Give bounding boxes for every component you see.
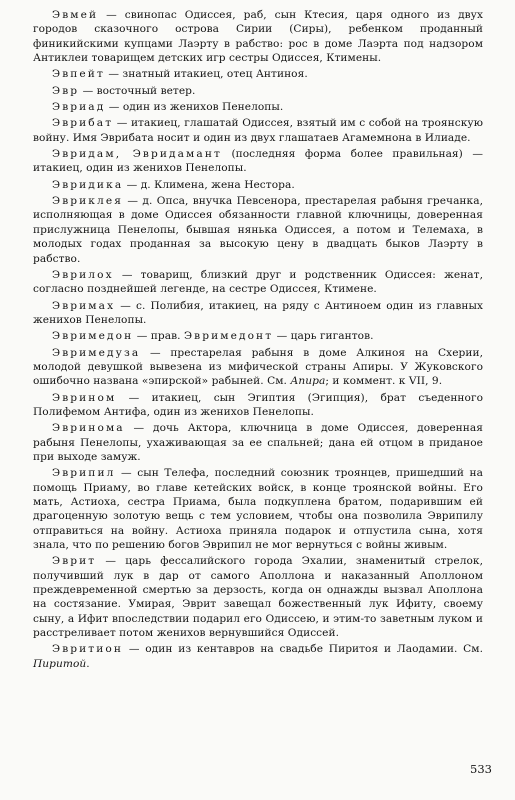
entry-evribat	[33, 116, 483, 145]
entry-text: — товарищ, близкий друг и родственник Одиссея: женат, согласно позднейшей легенде, на сестре Одиссея, Ктимене.	[33, 268, 483, 296]
entry-text: — дочь Актора, ключница в доме Одиссея, доверенная рабыня Пенелопы, ухаживающая за ее спальней; дана ей отцом в приданое при выходе замуж.	[33, 422, 483, 463]
entry-headword: Эврипил	[52, 467, 116, 480]
cross-reference: Апира	[290, 375, 326, 388]
entry-evrinom	[33, 391, 483, 420]
entry-headword: Эвринома	[52, 422, 125, 435]
entry-evpeyt	[33, 67, 483, 81]
entry-text: — итакиец, глашатай Одиссея, взятый им с собой на троянскую войну. Имя Эврибата носит и один из двух глашатаев Агамемнона в Илиаде.	[33, 117, 483, 144]
entry-headword: Эвриад	[52, 101, 106, 114]
entry-evriad	[33, 100, 483, 114]
entry-text: — знатный итакиец, отец Антиноя.	[104, 68, 308, 81]
cross-reference: Пиритой	[33, 657, 87, 670]
entry-text: — итакиец, сын Эгиптия (Эгипция), брат съеденного Полифемом Антифа, один из женихов Пенелопы.	[33, 391, 483, 418]
entry-evridika	[33, 178, 483, 192]
entry-headword: Эврибат	[52, 117, 114, 130]
entry-text: — царь гигантов.	[273, 330, 374, 343]
entry-text: — один из кентавров на свадьбе Пиритоя и Лаодамии. См.	[123, 643, 483, 656]
entry-text: ; и коммент. к VII, 9.	[325, 375, 443, 388]
entry-evmey	[33, 8, 483, 65]
entry-headword: Эврит	[52, 555, 97, 568]
entry-evrimah	[33, 299, 483, 328]
entry-headword: Эвр	[52, 84, 80, 97]
entry-headword: Эвриклея	[52, 195, 124, 208]
page-number: 533	[470, 762, 492, 776]
entry-headword: Эвримедон	[52, 330, 134, 343]
entry-headword: Эврином	[52, 391, 117, 404]
entry-text: .	[86, 657, 90, 670]
entry-headword-alt: Эвримедонт	[183, 330, 274, 343]
entry-headword: Эвридика	[52, 178, 124, 191]
entry-evr	[33, 84, 483, 98]
entry-text: (последняя форма более правильная) — итакиец, один из женихов Пенелопы.	[33, 148, 483, 175]
entry-text: — престарелая рабыня в доме Алкиноя на Схерии, молодой девушкой вывезена из мифической страны Апиры. У Жуковского ошибочно названа «эпирской» рабыней. См.	[33, 346, 483, 388]
entry-evrimedon	[33, 329, 483, 343]
entry-evrition	[33, 642, 483, 671]
entry-headword: Эвмей	[52, 9, 99, 21]
entry-text: — свинопас Одиссея, раб, сын Ктесия, царя одного из двух городов сказочного острова Сирии (Сиры), ребенком проданный финикийскими купцами Лаэрту в рабство: рос в доме Лаэрта под надзором Антиклеи товарищем детских игр сестры Одиссея, Ктимены.	[33, 9, 483, 65]
entry-text: — царь фессалийского города Эхалии, знаменитый стрелок, получивший лук в дар от самого Аполлона и наказанный Аполлоном преждевременной смертью за дерзость, когда он однажды вызвал Аполлона на состязание. Умирая, Эврит завещал божественный лук Ифиту, своему сыну, а Ифит впоследствии подарил его Одиссею, и этим-то заветным луком и расстреливает потом женихов вернувшийся Одиссей.	[33, 555, 483, 640]
entry-text: — д. Опса, внучка Певсенора, престарелая рабыня гречанка, исполняющая в доме Одиссея обязанности главной ключницы, доверенная прислужница Пенелопы, бывшая нянька Одиссея, а потом и Телемаха, в молодых годах проданная за высокую цену в двадцать быков Лаэрту в рабство.	[33, 195, 483, 265]
entry-evripil	[33, 466, 483, 552]
entry-evriloh	[33, 268, 483, 297]
entry-text: — один из женихов Пенелопы.	[105, 101, 284, 114]
entry-headword: Эврилох	[52, 268, 114, 281]
entry-evridam	[33, 147, 483, 176]
entry-headword: Эвпейт	[52, 68, 105, 81]
entry-text: — прав.	[133, 330, 184, 343]
entry-evrit	[33, 554, 483, 640]
entry-evrinoma	[33, 421, 483, 464]
entry-evrimeduza	[33, 346, 483, 389]
entry-text: — д. Климена, жена Нестора.	[123, 178, 295, 191]
entry-headword: Эвридам, Эвридамант	[52, 148, 222, 161]
entry-text: — с. Полибия, итакиец, на ряду с Антиноем один из главных женихов Пенелопы.	[33, 299, 483, 326]
page-body	[33, 8, 483, 673]
entry-headword: Эвритион	[52, 643, 124, 656]
entry-headword: Эвримедуза	[52, 346, 141, 359]
entry-text: — сын Телефа, последний союзник троянцев, пришедший на помощь Приаму, во главе кетейских войск, в конце троянской войны. Его мать, Астиоха, сестра Приама, была подкуплена братом, подарившим ей драгоценную золотую вещь с тем условием, чтобы она позволила Эврипилу отправиться на войну. Астиоха приняла подарок и отпустила сына, хотя знала, что по решению богов Эврипил не мог вернуться с войны живым.	[33, 467, 483, 552]
entry-text: — восточный ветер.	[79, 84, 196, 97]
entry-headword: Эвримах	[52, 299, 116, 312]
entry-evrikleya	[33, 194, 483, 266]
